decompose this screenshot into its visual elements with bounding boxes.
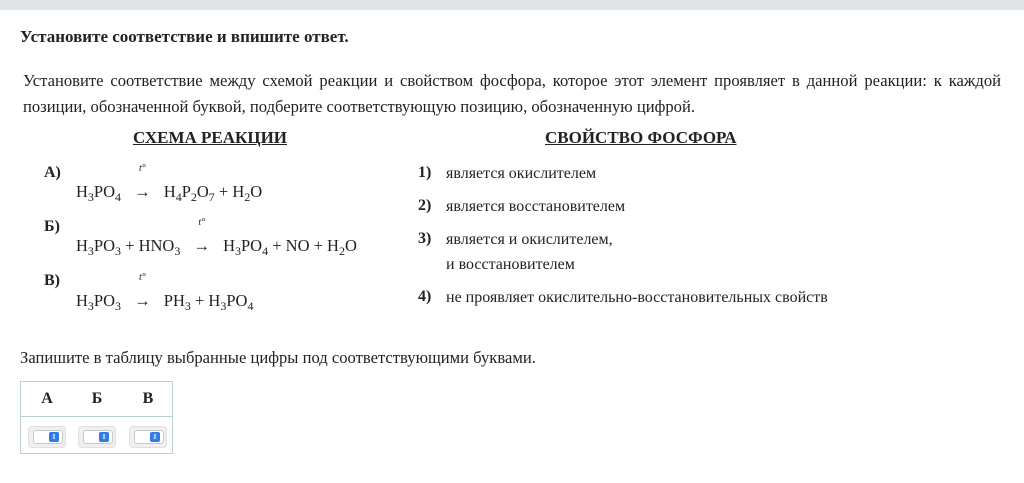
reaction-letter-b: Б) [44, 218, 60, 235]
formula: + $H_2O$ [218, 182, 263, 204]
formula: $PH_3$ [163, 291, 191, 313]
reaction-arrow-icon: → t° [134, 163, 151, 201]
answer-select-a[interactable] [28, 426, 66, 448]
answer-column-b: Б [91, 390, 103, 407]
property-number-3: 3) [418, 230, 432, 247]
heat-condition: t° [139, 163, 146, 174]
answer-select-c[interactable] [129, 426, 167, 448]
property-text-3-line1: является и окислителем, [446, 231, 613, 248]
heat-condition: t° [139, 272, 146, 283]
formula: + NO + $H_2O$ [272, 236, 357, 258]
reaction-letter-c: В) [44, 272, 60, 289]
property-number-4: 4) [418, 288, 432, 305]
formula: $H_3PO_3$ [76, 291, 122, 313]
reaction-column-title: СХЕМА РЕАКЦИИ [133, 128, 288, 147]
formula: + $H_3PO_4$ [194, 291, 254, 313]
reaction-arrow-icon: → t° [134, 272, 151, 310]
answer-instruction: Запишите в таблицу выбранные цифры под соответствующими буквами. [20, 348, 536, 367]
answer-table [20, 381, 173, 454]
updown-chevron-icon: ⇕ [49, 432, 59, 442]
task-intro: Установите соответствие между схемой реакции и свойством фосфора, которое этот элемент проявляет в данной реакции: к каждой позиции, обозначенной буквой, подберите соответствующую позицию, обозначенную цифрой. [23, 71, 1001, 116]
reaction-c-equation [76, 272, 254, 313]
answer-column-c: В [142, 390, 154, 407]
heat-condition: t° [198, 217, 206, 228]
property-text-2: является восстановителем [446, 198, 626, 215]
formula: $H_3PO_4$ [76, 182, 122, 204]
property-number-2: 2) [418, 197, 432, 214]
property-number-1: 1) [418, 164, 432, 181]
reaction-b-equation [76, 217, 357, 258]
formula: $H_3PO_3$ [76, 236, 122, 258]
reaction-a-equation [76, 163, 263, 204]
answer-select-b[interactable] [78, 426, 116, 448]
task-heading: Установите соответствие и впишите ответ. [20, 27, 349, 46]
property-column-title: СВОЙСТВО ФОСФОРА [545, 128, 737, 147]
property-text-4: не проявляет окислительно-восстановительных свойств [446, 289, 828, 306]
answer-table-header [21, 382, 172, 417]
formula: $H_4P_2O_7$ [163, 182, 215, 204]
reaction-arrow-icon: → t° [193, 217, 210, 255]
reaction-letter-a: А) [44, 164, 61, 181]
updown-chevron-icon: ⇕ [150, 432, 160, 442]
updown-chevron-icon: ⇕ [99, 432, 109, 442]
formula: + $HNO_3$ [125, 236, 181, 258]
property-text-3-line2: и восстановителем [446, 256, 575, 273]
formula: $H_3PO_4$ [223, 236, 269, 258]
answer-column-a: А [41, 390, 53, 407]
property-text-3 [446, 227, 613, 277]
top-bar [0, 0, 1024, 10]
property-text-1: является окислителем [446, 165, 597, 182]
